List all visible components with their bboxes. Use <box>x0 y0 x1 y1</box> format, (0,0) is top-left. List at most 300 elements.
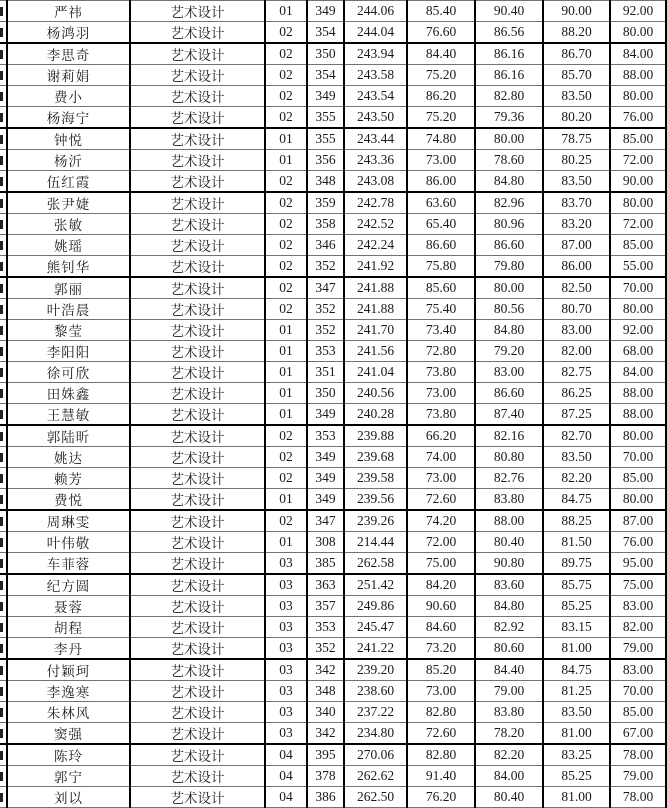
score-2-cell: 243.54 <box>344 86 407 107</box>
class-no-cell: 01 <box>265 362 307 383</box>
table-row <box>0 787 666 808</box>
clipped-text-fragment <box>0 623 3 632</box>
student-name-cell: 陈玲 <box>7 744 130 766</box>
score-1-cell: 349 <box>307 468 344 489</box>
student-name-cell: 郭陆昕 <box>7 425 130 447</box>
score-5-cell: 88.20 <box>543 22 610 44</box>
table-row <box>0 447 666 468</box>
score-3-cell: 63.60 <box>407 192 475 214</box>
score-1-cell: 354 <box>307 65 344 86</box>
score-4-cell: 78.60 <box>475 150 543 171</box>
major-cell: 艺术设计 <box>130 277 265 299</box>
score-3-cell: 82.80 <box>407 702 475 723</box>
major-cell: 艺术设计 <box>130 1 265 22</box>
score-3-cell: 73.80 <box>407 404 475 426</box>
score-2-cell: 237.22 <box>344 702 407 723</box>
score-4-cell: 84.80 <box>475 596 543 617</box>
score-6-cell: 92.00 <box>610 1 666 22</box>
score-2-cell: 243.50 <box>344 107 407 129</box>
score-4-cell: 86.56 <box>475 22 543 44</box>
score-6-cell: 88.00 <box>610 65 666 86</box>
score-2-cell: 239.68 <box>344 447 407 468</box>
clipped-left-column-cell <box>0 277 7 299</box>
score-2-cell: 242.24 <box>344 235 407 256</box>
score-6-cell: 83.00 <box>610 659 666 681</box>
score-4-cell: 87.40 <box>475 404 543 426</box>
table-row <box>0 553 666 575</box>
score-6-cell: 80.00 <box>610 86 666 107</box>
table-row <box>0 702 666 723</box>
class-no-cell: 03 <box>265 574 307 596</box>
score-1-cell: 342 <box>307 723 344 745</box>
class-no-cell: 01 <box>265 404 307 426</box>
student-name-cell: 胡程 <box>7 617 130 638</box>
major-cell: 艺术设计 <box>130 659 265 681</box>
clipped-text-fragment <box>0 135 3 144</box>
score-1-cell: 358 <box>307 214 344 235</box>
table-row <box>0 468 666 489</box>
major-cell: 艺术设计 <box>130 510 265 532</box>
score-1-cell: 353 <box>307 617 344 638</box>
student-name-cell: 熊钊华 <box>7 256 130 278</box>
clipped-left-column-cell <box>0 510 7 532</box>
table-row <box>0 43 666 65</box>
major-cell: 艺术设计 <box>130 192 265 214</box>
table-row <box>0 256 666 278</box>
score-2-cell: 244.06 <box>344 1 407 22</box>
clipped-left-column-cell <box>0 532 7 553</box>
score-4-cell: 79.80 <box>475 256 543 278</box>
score-5-cell: 85.25 <box>543 766 610 787</box>
score-6-cell: 55.00 <box>610 256 666 278</box>
score-5-cell: 87.25 <box>543 404 610 426</box>
clipped-text-fragment <box>0 220 3 229</box>
score-3-cell: 84.40 <box>407 43 475 65</box>
score-5-cell: 80.70 <box>543 299 610 320</box>
table-row <box>0 510 666 532</box>
student-name-cell: 叶浩晨 <box>7 299 130 320</box>
student-name-cell: 张敏 <box>7 214 130 235</box>
score-3-cell: 72.60 <box>407 723 475 745</box>
score-1-cell: 355 <box>307 128 344 150</box>
score-1-cell: 347 <box>307 510 344 532</box>
table-row <box>0 277 666 299</box>
score-5-cell: 84.75 <box>543 659 610 681</box>
clipped-left-column-cell <box>0 659 7 681</box>
score-4-cell: 90.40 <box>475 1 543 22</box>
score-5-cell: 80.20 <box>543 107 610 129</box>
score-6-cell: 75.00 <box>610 574 666 596</box>
class-no-cell: 01 <box>265 383 307 404</box>
score-5-cell: 86.70 <box>543 43 610 65</box>
table-row <box>0 744 666 766</box>
major-cell: 艺术设计 <box>130 65 265 86</box>
clipped-text-fragment <box>0 453 3 462</box>
score-3-cell: 65.40 <box>407 214 475 235</box>
score-3-cell: 73.00 <box>407 383 475 404</box>
score-3-cell: 86.20 <box>407 86 475 107</box>
score-3-cell: 91.40 <box>407 766 475 787</box>
clipped-left-column-cell <box>0 702 7 723</box>
score-2-cell: 241.92 <box>344 256 407 278</box>
clipped-text-fragment <box>0 751 3 760</box>
score-4-cell: 79.36 <box>475 107 543 129</box>
score-3-cell: 74.80 <box>407 128 475 150</box>
score-4-cell: 80.60 <box>475 638 543 660</box>
score-1-cell: 352 <box>307 638 344 660</box>
score-2-cell: 243.44 <box>344 128 407 150</box>
score-6-cell: 80.00 <box>610 192 666 214</box>
score-3-cell: 85.20 <box>407 659 475 681</box>
student-name-cell: 杨鸿羽 <box>7 22 130 44</box>
score-1-cell: 357 <box>307 596 344 617</box>
clipped-left-column-cell <box>0 171 7 193</box>
score-4-cell: 83.60 <box>475 574 543 596</box>
table-row <box>0 150 666 171</box>
score-5-cell: 82.70 <box>543 425 610 447</box>
table-row <box>0 404 666 426</box>
table-row <box>0 681 666 702</box>
major-cell: 艺术设计 <box>130 341 265 362</box>
major-cell: 艺术设计 <box>130 766 265 787</box>
score-5-cell: 78.75 <box>543 128 610 150</box>
score-5-cell: 83.50 <box>543 86 610 107</box>
score-4-cell: 82.16 <box>475 425 543 447</box>
score-1-cell: 353 <box>307 341 344 362</box>
score-3-cell: 75.40 <box>407 299 475 320</box>
score-6-cell: 80.00 <box>610 425 666 447</box>
score-1-cell: 342 <box>307 659 344 681</box>
table-row <box>0 107 666 129</box>
score-6-cell: 67.00 <box>610 723 666 745</box>
score-1-cell: 349 <box>307 404 344 426</box>
score-6-cell: 80.00 <box>610 299 666 320</box>
score-3-cell: 75.20 <box>407 65 475 86</box>
score-5-cell: 83.00 <box>543 320 610 341</box>
score-6-cell: 76.00 <box>610 107 666 129</box>
class-no-cell: 02 <box>265 43 307 65</box>
major-cell: 艺术设计 <box>130 787 265 808</box>
score-6-cell: 72.00 <box>610 150 666 171</box>
score-2-cell: 240.56 <box>344 383 407 404</box>
score-2-cell: 262.58 <box>344 553 407 575</box>
score-5-cell: 83.70 <box>543 192 610 214</box>
score-1-cell: 355 <box>307 107 344 129</box>
clipped-text-fragment <box>0 559 3 568</box>
score-4-cell: 80.80 <box>475 447 543 468</box>
score-2-cell: 241.70 <box>344 320 407 341</box>
score-3-cell: 82.80 <box>407 744 475 766</box>
score-3-cell: 85.60 <box>407 277 475 299</box>
student-name-cell: 徐可欣 <box>7 362 130 383</box>
class-no-cell: 02 <box>265 468 307 489</box>
score-4-cell: 80.00 <box>475 128 543 150</box>
score-4-cell: 84.40 <box>475 659 543 681</box>
score-5-cell: 83.50 <box>543 447 610 468</box>
score-1-cell: 348 <box>307 681 344 702</box>
score-3-cell: 75.00 <box>407 553 475 575</box>
class-no-cell: 01 <box>265 320 307 341</box>
student-name-cell: 李阳阳 <box>7 341 130 362</box>
table-row <box>0 341 666 362</box>
score-4-cell: 79.00 <box>475 681 543 702</box>
class-no-cell: 02 <box>265 171 307 193</box>
class-no-cell: 02 <box>265 299 307 320</box>
score-5-cell: 81.25 <box>543 681 610 702</box>
student-name-cell: 田姝鑫 <box>7 383 130 404</box>
table-row <box>0 65 666 86</box>
major-cell: 艺术设计 <box>130 214 265 235</box>
score-1-cell: 340 <box>307 702 344 723</box>
class-no-cell: 02 <box>265 425 307 447</box>
class-no-cell: 02 <box>265 192 307 214</box>
score-1-cell: 363 <box>307 574 344 596</box>
clipped-text-fragment <box>0 113 3 122</box>
major-cell: 艺术设计 <box>130 447 265 468</box>
major-cell: 艺术设计 <box>130 107 265 129</box>
score-2-cell: 243.36 <box>344 150 407 171</box>
class-no-cell: 03 <box>265 617 307 638</box>
score-5-cell: 86.25 <box>543 383 610 404</box>
score-5-cell: 85.25 <box>543 596 610 617</box>
score-3-cell: 75.20 <box>407 107 475 129</box>
score-2-cell: 241.88 <box>344 277 407 299</box>
class-no-cell: 03 <box>265 553 307 575</box>
clipped-text-fragment <box>0 538 3 547</box>
score-2-cell: 249.86 <box>344 596 407 617</box>
score-2-cell: 270.06 <box>344 744 407 766</box>
score-6-cell: 88.00 <box>610 383 666 404</box>
class-no-cell: 02 <box>265 277 307 299</box>
clipped-left-column-cell <box>0 1 7 22</box>
score-6-cell: 82.00 <box>610 617 666 638</box>
clipped-text-fragment <box>0 389 3 398</box>
clipped-left-column-cell <box>0 341 7 362</box>
score-6-cell: 79.00 <box>610 638 666 660</box>
clipped-text-fragment <box>0 368 3 377</box>
score-6-cell: 84.00 <box>610 362 666 383</box>
student-name-cell: 车菲蓉 <box>7 553 130 575</box>
clipped-left-column-cell <box>0 425 7 447</box>
score-1-cell: 395 <box>307 744 344 766</box>
score-4-cell: 82.96 <box>475 192 543 214</box>
score-1-cell: 348 <box>307 171 344 193</box>
score-6-cell: 85.00 <box>610 235 666 256</box>
student-name-cell: 伍红霞 <box>7 171 130 193</box>
clipped-text-fragment <box>0 92 3 101</box>
table-row <box>0 235 666 256</box>
clipped-text-fragment <box>0 241 3 250</box>
score-5-cell: 81.00 <box>543 723 610 745</box>
major-cell: 艺术设计 <box>130 150 265 171</box>
score-table-body <box>0 1 666 808</box>
table-row <box>0 86 666 107</box>
class-no-cell: 02 <box>265 86 307 107</box>
student-name-cell: 聂蓉 <box>7 596 130 617</box>
score-2-cell: 243.58 <box>344 65 407 86</box>
score-2-cell: 245.47 <box>344 617 407 638</box>
score-3-cell: 74.20 <box>407 510 475 532</box>
score-6-cell: 87.00 <box>610 510 666 532</box>
score-3-cell: 73.20 <box>407 638 475 660</box>
major-cell: 艺术设计 <box>130 299 265 320</box>
score-2-cell: 241.22 <box>344 638 407 660</box>
score-6-cell: 68.00 <box>610 341 666 362</box>
class-no-cell: 04 <box>265 787 307 808</box>
score-6-cell: 70.00 <box>610 447 666 468</box>
clipped-left-column-cell <box>0 256 7 278</box>
major-cell: 艺术设计 <box>130 320 265 341</box>
clipped-text-fragment <box>0 644 3 653</box>
clipped-left-column-cell <box>0 617 7 638</box>
student-name-cell: 李逸寒 <box>7 681 130 702</box>
clipped-text-fragment <box>0 156 3 165</box>
score-1-cell: 352 <box>307 320 344 341</box>
clipped-left-column-cell <box>0 299 7 320</box>
table-row <box>0 1 666 22</box>
major-cell: 艺术设计 <box>130 617 265 638</box>
student-name-cell: 郭丽 <box>7 277 130 299</box>
class-no-cell: 01 <box>265 128 307 150</box>
clipped-left-column-cell <box>0 150 7 171</box>
major-cell: 艺术设计 <box>130 22 265 44</box>
clipped-left-column-cell <box>0 362 7 383</box>
class-no-cell: 02 <box>265 235 307 256</box>
score-4-cell: 90.80 <box>475 553 543 575</box>
score-1-cell: 386 <box>307 787 344 808</box>
score-2-cell: 243.94 <box>344 43 407 65</box>
score-4-cell: 80.40 <box>475 532 543 553</box>
score-1-cell: 349 <box>307 447 344 468</box>
major-cell: 艺术设计 <box>130 425 265 447</box>
score-5-cell: 88.25 <box>543 510 610 532</box>
major-cell: 艺术设计 <box>130 171 265 193</box>
score-5-cell: 81.50 <box>543 532 610 553</box>
score-3-cell: 72.80 <box>407 341 475 362</box>
table-row <box>0 171 666 193</box>
score-4-cell: 79.20 <box>475 341 543 362</box>
table-row <box>0 214 666 235</box>
score-2-cell: 241.56 <box>344 341 407 362</box>
clipped-left-column-cell <box>0 86 7 107</box>
class-no-cell: 03 <box>265 659 307 681</box>
score-3-cell: 72.60 <box>407 489 475 511</box>
table-row <box>0 617 666 638</box>
score-3-cell: 73.40 <box>407 320 475 341</box>
score-1-cell: 346 <box>307 235 344 256</box>
clipped-text-fragment <box>0 7 3 16</box>
score-5-cell: 80.25 <box>543 150 610 171</box>
table-row <box>0 22 666 44</box>
clipped-text-fragment <box>0 410 3 419</box>
clipped-left-column-cell <box>0 383 7 404</box>
student-name-cell: 赖芳 <box>7 468 130 489</box>
clipped-text-fragment <box>0 347 3 356</box>
clipped-left-column-cell <box>0 553 7 575</box>
score-1-cell: 349 <box>307 1 344 22</box>
score-1-cell: 347 <box>307 277 344 299</box>
student-name-cell: 谢莉娟 <box>7 65 130 86</box>
clipped-left-column-cell <box>0 787 7 808</box>
score-3-cell: 86.00 <box>407 171 475 193</box>
class-no-cell: 01 <box>265 341 307 362</box>
class-no-cell: 02 <box>265 107 307 129</box>
score-2-cell: 239.88 <box>344 425 407 447</box>
student-name-cell: 费悦 <box>7 489 130 511</box>
major-cell: 艺术设计 <box>130 532 265 553</box>
clipped-left-column-cell <box>0 447 7 468</box>
table-row <box>0 574 666 596</box>
student-name-cell: 郭宁 <box>7 766 130 787</box>
score-1-cell: 385 <box>307 553 344 575</box>
score-1-cell: 308 <box>307 532 344 553</box>
table-row <box>0 532 666 553</box>
score-5-cell: 84.75 <box>543 489 610 511</box>
score-2-cell: 262.50 <box>344 787 407 808</box>
score-6-cell: 85.00 <box>610 128 666 150</box>
score-1-cell: 356 <box>307 150 344 171</box>
class-no-cell: 01 <box>265 150 307 171</box>
clipped-text-fragment <box>0 305 3 314</box>
student-name-cell: 钟悦 <box>7 128 130 150</box>
score-5-cell: 83.50 <box>543 702 610 723</box>
score-3-cell: 76.60 <box>407 22 475 44</box>
score-5-cell: 87.00 <box>543 235 610 256</box>
class-no-cell: 02 <box>265 214 307 235</box>
score-2-cell: 240.28 <box>344 404 407 426</box>
score-4-cell: 84.00 <box>475 766 543 787</box>
student-name-cell: 纪方圆 <box>7 574 130 596</box>
student-name-cell: 周琳雯 <box>7 510 130 532</box>
score-2-cell: 242.52 <box>344 214 407 235</box>
clipped-text-fragment <box>0 581 3 590</box>
clipped-left-column-cell <box>0 744 7 766</box>
score-6-cell: 80.00 <box>610 489 666 511</box>
table-row <box>0 192 666 214</box>
clipped-text-fragment <box>0 729 3 738</box>
clipped-text-fragment <box>0 517 3 526</box>
score-6-cell: 78.00 <box>610 787 666 808</box>
score-4-cell: 82.80 <box>475 86 543 107</box>
score-3-cell: 75.80 <box>407 256 475 278</box>
score-2-cell: 244.04 <box>344 22 407 44</box>
table-row <box>0 723 666 745</box>
class-no-cell: 03 <box>265 681 307 702</box>
student-name-cell: 杨沂 <box>7 150 130 171</box>
score-2-cell: 239.20 <box>344 659 407 681</box>
major-cell: 艺术设计 <box>130 574 265 596</box>
score-4-cell: 82.20 <box>475 744 543 766</box>
score-2-cell: 243.08 <box>344 171 407 193</box>
score-4-cell: 82.92 <box>475 617 543 638</box>
score-4-cell: 86.16 <box>475 43 543 65</box>
clipped-text-fragment <box>0 687 3 696</box>
score-3-cell: 72.00 <box>407 532 475 553</box>
score-5-cell: 81.00 <box>543 787 610 808</box>
score-1-cell: 352 <box>307 256 344 278</box>
score-5-cell: 82.20 <box>543 468 610 489</box>
clipped-text-fragment <box>0 708 3 717</box>
clipped-text-fragment <box>0 772 3 781</box>
major-cell: 艺术设计 <box>130 404 265 426</box>
score-3-cell: 84.60 <box>407 617 475 638</box>
score-4-cell: 80.96 <box>475 214 543 235</box>
class-no-cell: 03 <box>265 638 307 660</box>
major-cell: 艺术设计 <box>130 681 265 702</box>
major-cell: 艺术设计 <box>130 128 265 150</box>
score-5-cell: 89.75 <box>543 553 610 575</box>
clipped-left-column-cell <box>0 192 7 214</box>
